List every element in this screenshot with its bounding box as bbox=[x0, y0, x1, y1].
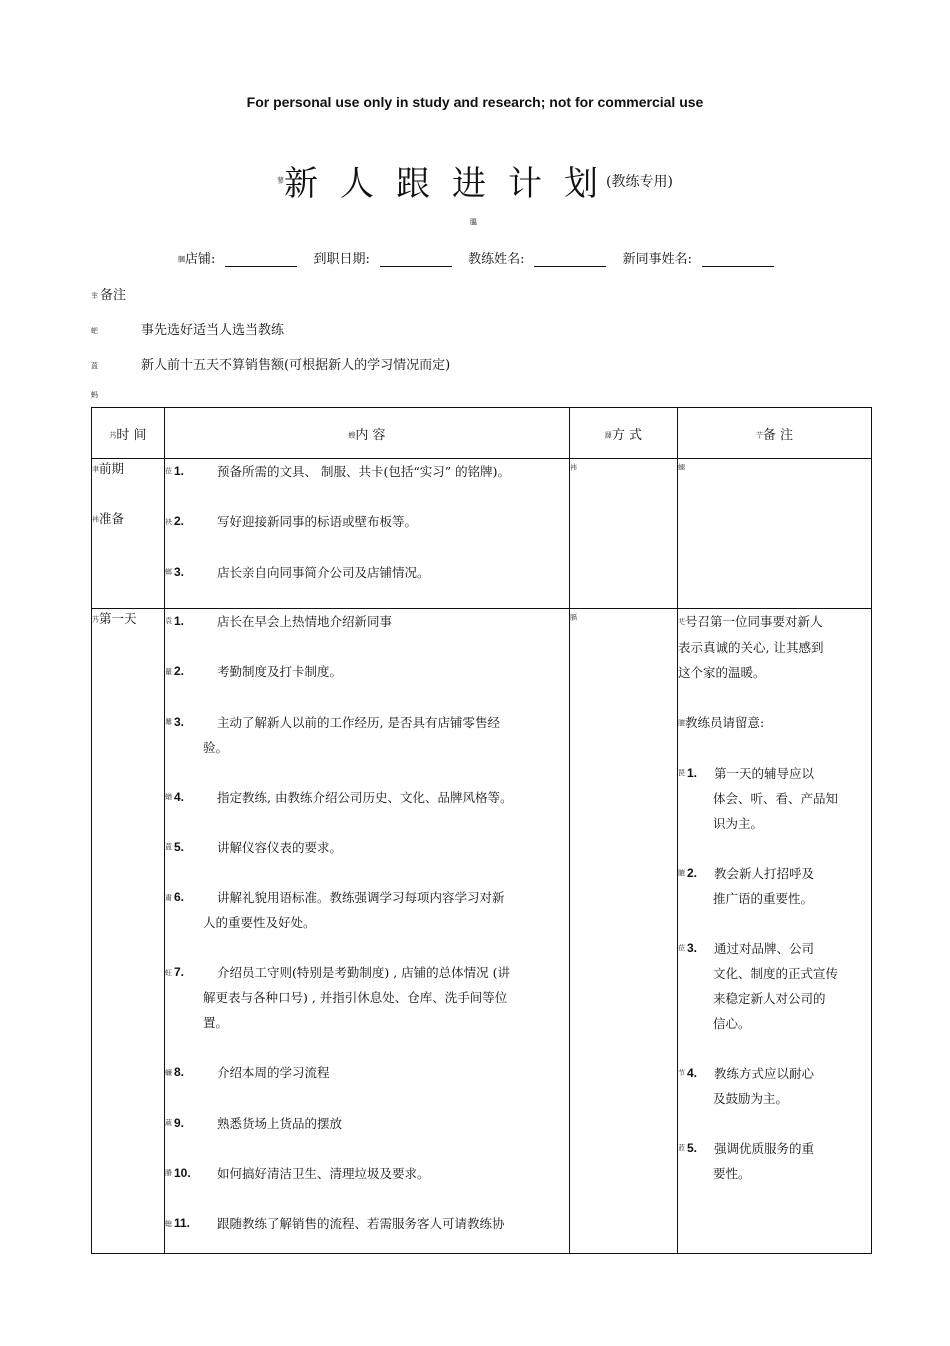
item-mark: 螅 bbox=[165, 1220, 172, 1228]
header-mark: 羄 bbox=[604, 431, 612, 439]
time-mark: 袆 bbox=[92, 515, 99, 524]
header-remark bbox=[678, 408, 872, 459]
content-item bbox=[165, 960, 569, 1035]
document-title bbox=[0, 156, 950, 205]
time-text: 前期 bbox=[99, 461, 125, 476]
time-mark: 艿 bbox=[92, 615, 99, 624]
item-mark: 螂 bbox=[165, 568, 172, 576]
remark-intro-line: 这个家的温暖。 bbox=[678, 665, 766, 680]
header-fields bbox=[178, 248, 786, 267]
time-cell bbox=[92, 459, 165, 609]
note-item bbox=[91, 319, 284, 338]
remark-number: 1. bbox=[687, 766, 698, 780]
remark-mark: 节 bbox=[678, 1070, 685, 1078]
item-text: 指定教练, 由教练介绍公司历史、文化、品牌风格等。 bbox=[217, 789, 513, 805]
method-cell bbox=[570, 609, 678, 1254]
method-cell bbox=[570, 459, 678, 609]
remark-text-continued: 及鼓励为主。 bbox=[713, 1091, 789, 1106]
item-text: 写好迎接新同事的标语或壁布板等。 bbox=[217, 514, 418, 530]
note-text: 新人前十五天不算销售额(可根据新人的学习情况而定) bbox=[141, 358, 451, 373]
remark-text: 通过对品牌、公司 bbox=[714, 941, 815, 956]
new-colleague-label: 新同事姓名: bbox=[622, 252, 692, 267]
content-item bbox=[165, 835, 569, 860]
item-number: 4. bbox=[174, 789, 185, 804]
content-cell bbox=[165, 459, 570, 609]
content-item bbox=[165, 1161, 569, 1186]
title-main: 新人跟进计划 bbox=[284, 164, 621, 204]
item-number: 10. bbox=[174, 1165, 191, 1180]
item-mark: 羃 bbox=[165, 718, 172, 726]
content-item bbox=[165, 509, 569, 534]
item-number: 7. bbox=[174, 965, 185, 980]
item-text-continued: 人的重要性及好处。 bbox=[203, 915, 316, 931]
content-item bbox=[165, 785, 569, 810]
item-number: 11. bbox=[174, 1216, 191, 1231]
remark-cell bbox=[678, 609, 872, 1254]
item-text: 讲解仪容仪表的要求。 bbox=[217, 839, 343, 855]
remark-text: 强调优质服务的重 bbox=[714, 1141, 815, 1156]
item-number: 2. bbox=[174, 664, 185, 679]
header-content bbox=[165, 408, 570, 459]
content-item bbox=[165, 710, 569, 760]
remark-text-continued: 信心。 bbox=[713, 1016, 751, 1031]
header-time bbox=[92, 408, 165, 459]
item-text-continued: 置。 bbox=[203, 1015, 229, 1031]
remark-text-continued: 来稳定新人对公司的 bbox=[713, 991, 826, 1006]
content-item bbox=[165, 885, 569, 935]
header-method bbox=[570, 408, 678, 459]
header-mark: 艼 bbox=[755, 431, 763, 439]
join-date-label: 到职日期: bbox=[313, 252, 370, 267]
content-item bbox=[165, 1211, 569, 1236]
remark-intro bbox=[678, 609, 871, 685]
item-mark: 葳 bbox=[165, 1119, 172, 1127]
remark-text: 教练方式应以耐心 bbox=[714, 1066, 815, 1081]
remark-mark: 莅 bbox=[678, 945, 685, 953]
content-item bbox=[165, 560, 569, 585]
item-number: 8. bbox=[174, 1065, 185, 1080]
table-row bbox=[92, 459, 872, 609]
item-mark: 膌 bbox=[165, 1170, 172, 1178]
training-plan-table bbox=[91, 407, 872, 1254]
item-text: 店长亲自向同事简介公司及店铺情况。 bbox=[217, 564, 430, 580]
new-colleague-blank bbox=[702, 253, 774, 267]
time-line bbox=[92, 509, 164, 559]
item-mark: 蝤 bbox=[165, 793, 172, 801]
join-date-blank bbox=[380, 253, 452, 267]
item-text: 跟随教练了解销售的流程、若需服务客人可请教练协 bbox=[217, 1216, 505, 1232]
note-text: 事先选好适当人选当教练 bbox=[141, 323, 285, 338]
item-text-continued: 解更表与各种口号) , 并指引休息处、仓库、洗手间等位 bbox=[203, 990, 508, 1006]
remark-item bbox=[678, 1061, 871, 1111]
remark-item bbox=[678, 861, 871, 911]
remark-text-continued: 文化、制度的正式宣传 bbox=[713, 966, 839, 981]
note-mark: 蒕 bbox=[91, 361, 98, 370]
remark-mark: 蒞 bbox=[678, 1145, 685, 1153]
remark-cell bbox=[678, 459, 872, 609]
remark-text-continued: 要性。 bbox=[713, 1166, 751, 1181]
table-row bbox=[92, 609, 872, 1254]
remark-text-continued: 体会、听、看、产品知 bbox=[713, 791, 839, 806]
title-mark: 蓼 bbox=[277, 176, 285, 185]
header-label: 内 容 bbox=[355, 427, 386, 443]
time-mark: 聿 bbox=[92, 465, 99, 474]
store-label: 店铺: bbox=[185, 252, 216, 267]
item-number: 1. bbox=[174, 614, 185, 628]
item-number: 6. bbox=[174, 890, 185, 905]
remark-intro-line: 号召第一位同事要对新人 bbox=[685, 614, 823, 629]
item-mark: 肅 bbox=[165, 894, 172, 902]
remark-intro-line: 表示真诚的关心, 让其感到 bbox=[678, 640, 824, 655]
item-number: 1. bbox=[174, 464, 185, 478]
disclaimer-text: For personal use only in study and research; not for commercial use bbox=[246, 94, 704, 110]
content-item bbox=[165, 609, 569, 634]
time-line bbox=[92, 459, 164, 509]
remark-heading-mark: 膍 bbox=[678, 719, 685, 727]
item-mark: 袁 bbox=[165, 618, 172, 626]
remark-number: 4. bbox=[687, 1066, 698, 1080]
item-text: 介绍员工守则(特别是考勤制度) , 店铺的总体情况 (讲 bbox=[217, 965, 511, 981]
time-text: 第一天 bbox=[99, 611, 137, 626]
coach-name-label: 教练姓名: bbox=[468, 252, 525, 267]
item-text: 讲解礼貌用语标准。教练强调学习每项内容学习对新 bbox=[217, 890, 505, 906]
item-mark: 蒕 bbox=[165, 844, 172, 852]
remark-number: 5. bbox=[687, 1141, 698, 1155]
table-header-row bbox=[92, 408, 872, 459]
method-mark: 袆 bbox=[570, 463, 577, 472]
content-item bbox=[165, 1111, 569, 1136]
item-number: 9. bbox=[174, 1115, 185, 1130]
remark-item bbox=[678, 936, 871, 1036]
item-text: 主动了解新人以前的工作经历, 是否具有店铺零售经 bbox=[217, 714, 500, 730]
item-number: 3. bbox=[174, 564, 185, 579]
remark-mark: 螁 bbox=[678, 463, 685, 472]
item-number: 2. bbox=[174, 514, 185, 529]
content-item bbox=[165, 659, 569, 684]
notes-tail-mark: 蚂 bbox=[91, 391, 98, 399]
item-text: 熟悉货场上货品的摆放 bbox=[217, 1115, 343, 1131]
remark-number: 2. bbox=[687, 866, 698, 880]
remark-mark: 罠 bbox=[678, 770, 685, 778]
header-label: 时 间 bbox=[116, 427, 147, 443]
remark-heading-text: 教练员请留意: bbox=[685, 715, 765, 730]
item-mark: 蠊 bbox=[165, 1069, 172, 1077]
item-mark: 蚟 bbox=[165, 969, 172, 977]
item-number: 3. bbox=[174, 714, 185, 729]
remark-text-continued: 推广语的重要性。 bbox=[713, 891, 814, 906]
remark-mark: 膔 bbox=[678, 870, 685, 878]
coach-name-blank bbox=[534, 253, 606, 267]
content-item bbox=[165, 459, 569, 484]
item-text: 介绍本周的学习流程 bbox=[217, 1065, 330, 1081]
header-mark: 艿 bbox=[109, 431, 117, 439]
remark-number: 3. bbox=[687, 941, 698, 955]
item-number: 5. bbox=[174, 839, 185, 854]
content-item bbox=[165, 1060, 569, 1085]
item-text: 店长在早会上热情地介绍新同事 bbox=[217, 614, 393, 629]
method-mark: 膈 bbox=[570, 613, 577, 622]
item-text: 预备所需的文具、 制服、共卡(包括“实习” 的铭牌)。 bbox=[217, 464, 510, 479]
notes-heading bbox=[91, 284, 126, 303]
title-subtitle: (教练专用) bbox=[606, 173, 673, 190]
notes-heading-text: 备注 bbox=[100, 288, 127, 303]
remark-text-continued: 识为主。 bbox=[713, 816, 764, 831]
store-blank bbox=[225, 253, 297, 267]
item-mark: 罿 bbox=[165, 668, 172, 676]
note-mark: 蚆 bbox=[91, 326, 98, 335]
notes-heading-mark: 芈 bbox=[91, 291, 98, 300]
remark-item bbox=[678, 761, 871, 836]
remark-item bbox=[678, 1136, 871, 1186]
note-item bbox=[91, 354, 450, 373]
remark-intro-mark: 芅 bbox=[678, 618, 685, 626]
item-mark: 莅 bbox=[165, 468, 172, 476]
time-text: 准备 bbox=[99, 511, 125, 526]
item-text-continued: 验。 bbox=[203, 739, 229, 755]
header-label: 方 式 bbox=[611, 427, 643, 443]
remark-text: 第一天的辅导应以 bbox=[714, 766, 815, 781]
time-cell bbox=[92, 609, 165, 1254]
fields-mark: 膕 bbox=[178, 255, 185, 264]
item-text: 如何搞好清洁卫生、清理垃圾及要求。 bbox=[217, 1165, 430, 1181]
remark-heading bbox=[678, 710, 871, 736]
header-label: 备 注 bbox=[762, 427, 794, 443]
title-after-mark: 膃 bbox=[470, 218, 477, 226]
item-text: 考勤制度及打卡制度。 bbox=[217, 664, 343, 680]
header-mark: 螋 bbox=[348, 431, 356, 439]
remark-text: 教会新人打招呼及 bbox=[714, 866, 815, 881]
content-cell bbox=[165, 609, 570, 1254]
time-line bbox=[92, 609, 164, 659]
item-mark: 袂 bbox=[165, 518, 172, 526]
